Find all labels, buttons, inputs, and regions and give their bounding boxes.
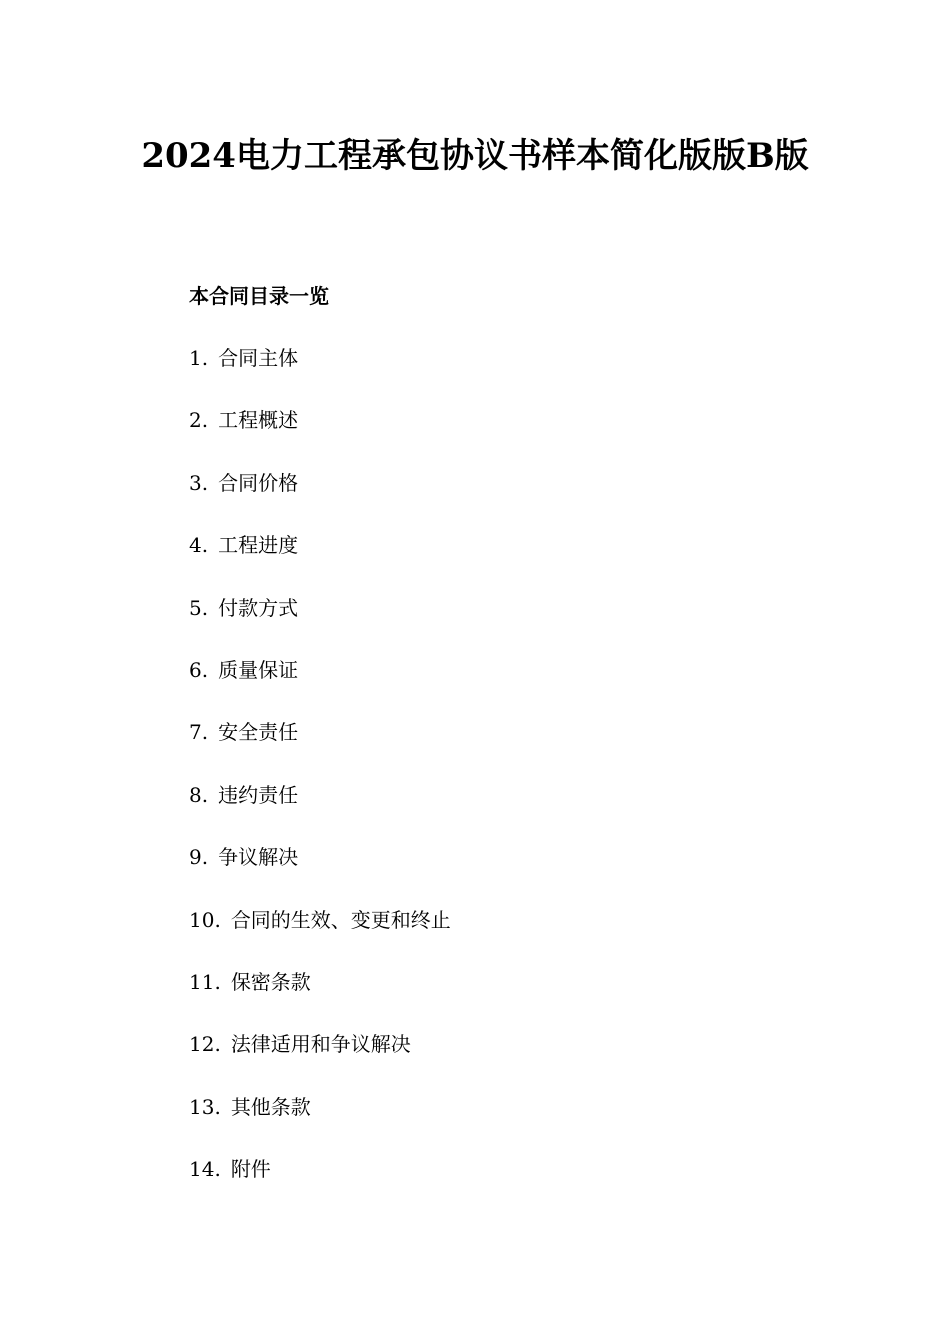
toc-item-label: 合同的生效、变更和终止 bbox=[230, 907, 451, 932]
toc-item-label: 付款方式 bbox=[218, 595, 299, 620]
toc-item bbox=[189, 594, 451, 656]
toc-item-number: 10. bbox=[189, 907, 221, 932]
toc-item-label: 工程概述 bbox=[218, 408, 299, 433]
toc-item bbox=[189, 718, 451, 780]
toc-item-number: 13. bbox=[189, 1094, 221, 1119]
toc-item bbox=[189, 656, 451, 718]
toc-item-number: 8. bbox=[189, 782, 209, 807]
toc-item-label: 保密条款 bbox=[230, 969, 311, 994]
toc-item bbox=[189, 1093, 451, 1155]
toc-item bbox=[189, 469, 451, 531]
toc-item-number: 4. bbox=[189, 533, 209, 558]
toc-item-number: 6. bbox=[189, 657, 209, 682]
toc-item-number: 14. bbox=[189, 1157, 221, 1182]
toc-item bbox=[189, 1030, 451, 1092]
toc-item bbox=[189, 531, 451, 593]
toc-item-label: 安全责任 bbox=[218, 720, 299, 745]
toc-item bbox=[189, 1155, 451, 1217]
toc-item-label: 工程进度 bbox=[218, 533, 299, 558]
toc-item bbox=[189, 843, 451, 905]
toc-item-number: 11. bbox=[189, 969, 221, 994]
toc-item bbox=[189, 344, 451, 406]
toc-item-number: 5. bbox=[189, 595, 209, 620]
toc-item-number: 2. bbox=[189, 408, 209, 433]
toc-item-label: 争议解决 bbox=[218, 845, 299, 870]
toc-item-label: 违约责任 bbox=[218, 782, 299, 807]
toc-item bbox=[189, 406, 451, 468]
toc-item-number: 12. bbox=[189, 1032, 221, 1057]
toc-item-label: 质量保证 bbox=[218, 657, 299, 682]
toc-item bbox=[189, 906, 451, 968]
toc-item bbox=[189, 781, 451, 843]
toc-list bbox=[189, 344, 451, 1217]
toc-item bbox=[189, 968, 451, 1030]
toc-item-number: 7. bbox=[189, 720, 209, 745]
toc-item-number: 3. bbox=[189, 470, 209, 495]
toc-heading: 本合同目录一览 bbox=[189, 284, 329, 308]
toc-item-label: 合同主体 bbox=[218, 346, 299, 370]
toc-item-number: 9. bbox=[189, 845, 209, 870]
document-title: 2024电力工程承包协议书样本简化版版B版 bbox=[141, 136, 809, 176]
toc-item-label: 附件 bbox=[230, 1157, 271, 1182]
toc-item-label: 法律适用和争议解决 bbox=[230, 1032, 411, 1057]
toc-item-number: 1. bbox=[189, 346, 209, 370]
toc-item-label: 合同价格 bbox=[218, 470, 299, 495]
toc-item-label: 其他条款 bbox=[230, 1094, 311, 1119]
